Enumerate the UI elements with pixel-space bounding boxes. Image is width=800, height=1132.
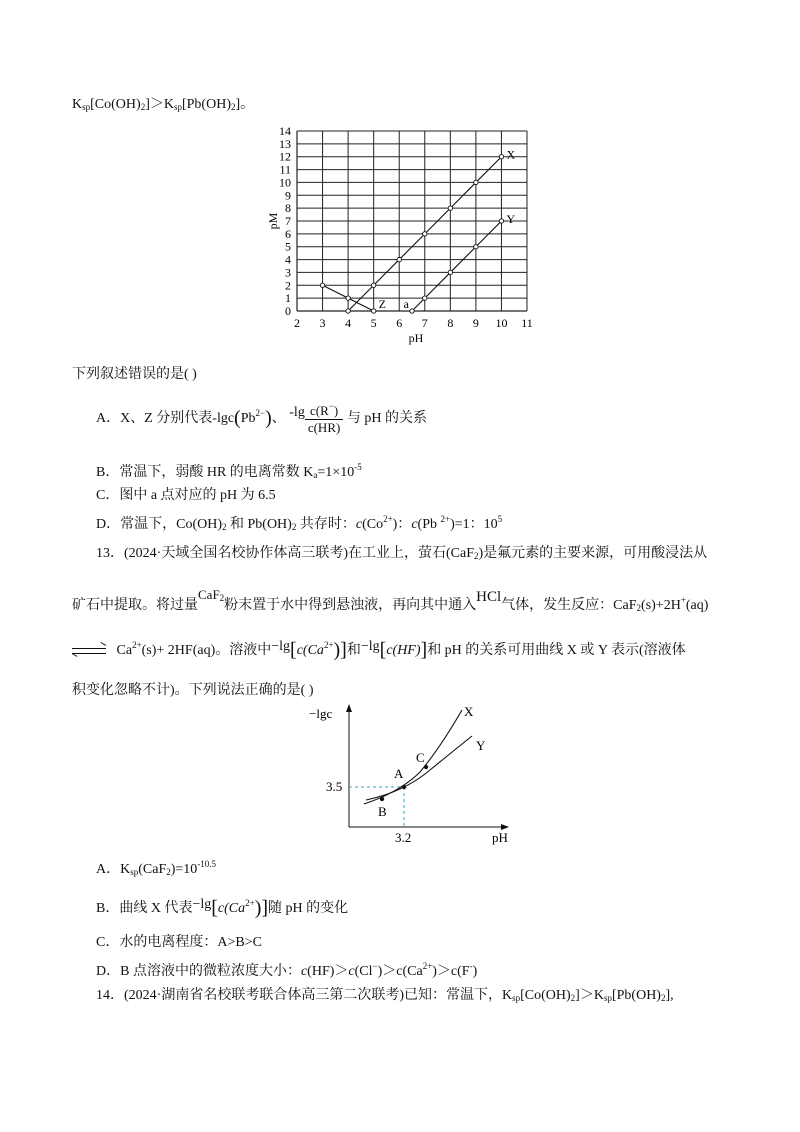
data-point-x: [423, 232, 427, 236]
q13-line-1: 13．(2024·天域全国名校协作体高三联考)在工业上，萤石(CaF$_2$)是氟元素的主要来源，可用酸浸法从: [96, 546, 708, 561]
q13-ylabel: −lgc: [309, 706, 333, 721]
q12-option-a-prefix: A．X、Z 分别代表: [96, 411, 213, 427]
q13-line-3-ca: c(Ca: [296, 643, 324, 658]
data-point-x: [371, 283, 375, 287]
y-tick-label: 6: [285, 226, 291, 241]
q14-line-1: 14．(2024·湖南省名校联考联合体高三第二次联考)已知：常温下，$K_{sp}[Co(OH)_2]>K_{sp}[Pb(OH)_2]$,: [96, 988, 674, 1003]
q13-label-a: A: [394, 766, 404, 781]
data-point-x: [474, 180, 478, 184]
q12-option-a-den: c(HR): [307, 420, 341, 436]
q13-option-b[interactable]: B．曲线 X 代表$-\lg[c(Ca^{2+})]$随 pH 的变化: [96, 897, 349, 919]
q13-line-2-b: 粉末置于水中得到悬浊液，再向其中通入: [224, 598, 477, 613]
y-tick-label: 11: [279, 162, 291, 177]
q12-option-a-mid: 、: [271, 411, 286, 427]
y-tick-label: 0: [285, 304, 291, 318]
q13-option-b-lg: −lg: [192, 897, 212, 912]
q12-option-a-fraction: $\frac{c(R^-)}{c(HR)}$: [305, 402, 344, 436]
q13-line-3-hf: c(HF): [386, 643, 421, 658]
y-tick-label: 13: [279, 136, 291, 151]
x-tick-label: 9: [472, 316, 479, 330]
q12-stem: 下列叙述错误的是( ): [72, 367, 197, 382]
data-point-x: [397, 257, 401, 261]
q13-line-3-and: 和: [346, 643, 361, 658]
q12-option-a-num: c(R: [309, 403, 329, 418]
q13-label-y: Y: [476, 738, 486, 753]
x-tick-label: 11: [521, 316, 533, 330]
q13-xtick: 3.2: [395, 830, 412, 845]
y-tick-label: 12: [279, 149, 291, 164]
q12-option-a-lg: -lgc: [212, 411, 235, 427]
q13-label-c: C: [416, 750, 425, 765]
q13-line-3-lg2: −lg: [360, 639, 380, 654]
start-point-x: [346, 309, 350, 313]
q13-line-3-b: 和 pH 的关系可用曲线 X 或 Y 表示(溶液体: [427, 643, 686, 658]
top-line: $K_{sp}[Co(OH)_2]>K_{sp}[Pb(OH)_2]$。: [72, 97, 255, 112]
q13-point-c: [424, 765, 428, 769]
y-tick-label: 8: [285, 201, 291, 216]
q13-option-b-prefix: B．曲线 X 代表: [96, 901, 193, 916]
x-tick-label: 10: [495, 316, 508, 330]
data-point-x: [499, 155, 503, 159]
x-tick-label: 4: [345, 316, 352, 330]
y-tick-label: 14: [279, 124, 291, 138]
q13-option-b-ca: c(Ca: [217, 901, 246, 916]
q12-option-a-ion: Pb: [240, 411, 256, 427]
data-point-z: [346, 296, 350, 300]
q13-label-x: X: [464, 704, 474, 719]
data-point-x: [448, 206, 452, 210]
equilibrium-arrow-icon: [72, 646, 106, 656]
data-point-y: [499, 219, 503, 223]
y-tick-label: 5: [285, 239, 291, 254]
q12-chart-grid: [297, 131, 527, 311]
q13-y-axis-arrow-icon: [346, 704, 352, 712]
q13-caf2: CaF: [198, 587, 220, 602]
x-axis-label: pH: [408, 331, 424, 345]
q12-option-a-lg2: -lg: [289, 405, 305, 421]
x-tick-label: 2: [294, 316, 300, 330]
y-tick-label: 4: [285, 252, 291, 267]
y-tick-label: 2: [285, 278, 291, 293]
q13-point-b: [380, 797, 384, 801]
q13-option-d[interactable]: D．B 点溶液中的微粒浓度大小：$c(HF)>c(Cl^-)>c(Ca^{2+})>c(F^-)$: [96, 961, 478, 979]
x-tick-label: 7: [421, 316, 428, 330]
y-tick-label: 9: [285, 188, 291, 203]
q13-curve-x: [364, 710, 462, 804]
q13-option-b-suffix: 随 pH 的变化: [268, 901, 349, 916]
x-tick-label: 3: [319, 316, 326, 330]
annotation-a: a: [403, 297, 409, 311]
q12-option-b[interactable]: B．常温下，弱酸 HR 的电离常数 $K_a=1\times 10^{-5}$: [96, 462, 362, 480]
y-tick-label: 3: [285, 265, 291, 280]
q13-curve-y: [366, 736, 472, 800]
y-tick-label: 10: [279, 175, 291, 190]
x-tick-label: 5: [370, 316, 377, 330]
data-point-y: [474, 245, 478, 249]
q13-line-2-a: 矿石中提取。将过量: [72, 598, 198, 613]
q13-label-b: B: [378, 804, 387, 819]
data-point-y: [448, 270, 452, 274]
q13-line-2-c: 气体，发生反应：CaF$_2$(s)+2H+(aq): [501, 595, 709, 613]
q13-line-2: 矿石中提取。将过量CaF$_2$粉末置于水中得到悬浊液，再向其中通入HCl气体，发生反应：CaF$_2$(s)+2H+(aq): [72, 587, 709, 613]
series-label-x: X: [506, 147, 516, 162]
start-point-y: [410, 309, 414, 313]
q13-chart: [0, 700, 800, 860]
q12-option-d[interactable]: D．常温下，$Co(OH)_2$ 和 $Pb(OH)_2$ 共存时：$c(Co^{2+})$：c(Pb $^{2+}$)=1：$10^5$: [96, 514, 503, 532]
q13-ytick: 3.5: [326, 779, 343, 794]
q13-line-3-lg1: −lg: [271, 639, 291, 654]
q13-hcl: HCl: [476, 589, 502, 605]
data-point-z: [371, 309, 375, 313]
q13-option-a[interactable]: A．$K_{sp}(CaF_2)=10^{-10.5}$: [96, 859, 217, 877]
q12-option-a-suffix: 与 pH 的关系: [346, 411, 427, 427]
y-tick-label: 1: [285, 291, 291, 306]
q13-line-3: $Ca^{2+}(s)+ 2HF(aq)$。溶液中$-\lg[c(Ca^{2+})]$和−lg[c(HF)]和 pH 的关系可用曲线 X 或 Y 表示(溶液体: [72, 640, 686, 660]
q13-xlabel: pH: [492, 830, 508, 845]
q13-option-c[interactable]: C．水的电离程度：A>B>C: [96, 935, 262, 950]
q12-option-a[interactable]: A．X、Z 分别代表$-\lg c(Pb^{2-})$、 -lg $\frac{c(R^-)}{c(HR)}$ 与 pH 的关系: [96, 401, 427, 436]
x-tick-label: 8: [447, 316, 454, 330]
q13-line-4: 积变化忽略不计)。下列说法正确的是( ): [72, 683, 314, 698]
x-tick-label: 6: [396, 316, 403, 330]
q12-option-c[interactable]: C．图中 a 点对应的 pH 为 6.5: [96, 488, 276, 503]
series-label-z: Z: [378, 297, 387, 311]
data-point-z: [320, 283, 324, 287]
data-point-y: [423, 296, 427, 300]
y-tick-label: 7: [285, 214, 291, 228]
y-axis-label: pM: [266, 212, 280, 230]
series-label-y: Y: [506, 212, 516, 226]
q13-line-3-a: $Ca^{2+}(s)+ 2HF(aq)$。溶液中: [116, 640, 272, 658]
q13-point-a: [402, 785, 406, 789]
